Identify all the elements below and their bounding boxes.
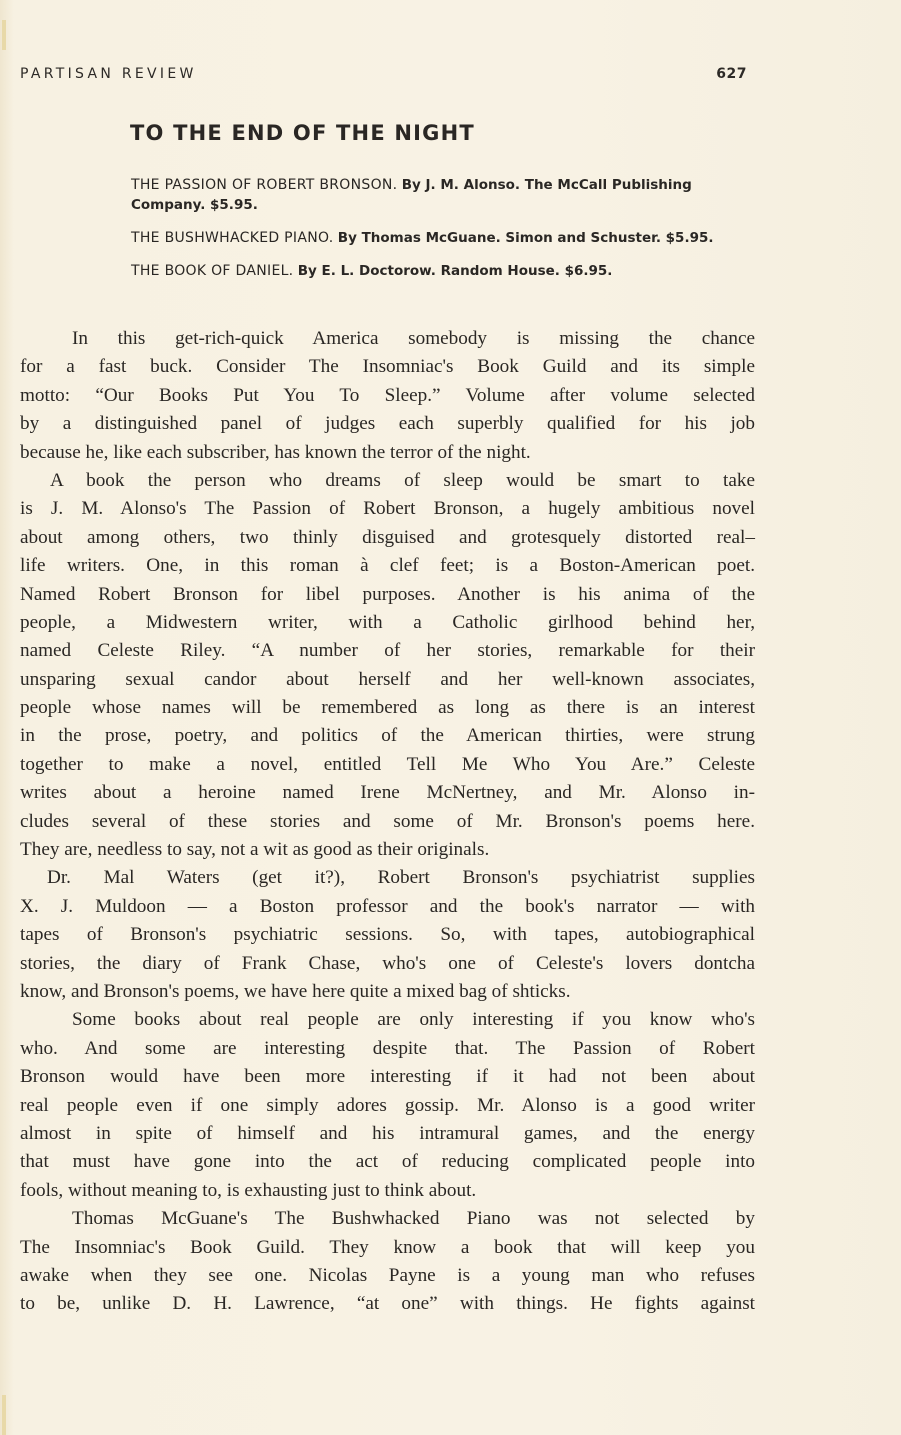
text-line: about among others, two thinly disguised and grotesquely distorted real– xyxy=(20,526,755,548)
text-line: together to make a novel, entitled Tell Me Who You Are.” Celeste xyxy=(20,753,755,775)
text-line: people whose names will be remembered as long as there is an interest xyxy=(20,697,755,719)
text-line: real people even if one simply adores gossip. Mr. Alonso is a good writer xyxy=(20,1094,755,1116)
text-line: Thomas McGuane's The Bushwhacked Piano was not selected by xyxy=(72,1208,755,1230)
text-line: because he, like each subscriber, has known the terror of the night. xyxy=(20,441,531,463)
spine-mark xyxy=(2,20,6,50)
text-line: tapes of Bronson's psychiatric sessions. So, with tapes, autobiographical xyxy=(20,924,755,946)
text-line: who. And some are interesting despite that. The Passion of Robert xyxy=(20,1037,755,1059)
page-number: 627 xyxy=(716,66,747,82)
text-line: named Celeste Riley. “A number of her stories, remarkable for their xyxy=(20,640,755,662)
book-title: THE BOOK OF DANIEL. xyxy=(131,263,294,279)
book-title: THE BUSHWHACKED PIANO. xyxy=(131,230,334,246)
book-list xyxy=(131,175,753,294)
text-line: They are, needless to say, not a wit as good as their originals. xyxy=(20,839,490,861)
text-line: know, and Bronson's poems, we have here quite a mixed bag of shticks. xyxy=(20,980,571,1002)
book-details: By J. M. Alonso. The McCall Publishing Company. $5.95. xyxy=(131,177,692,213)
text-line: awake when they see one. Nicolas Payne is a young man who refuses xyxy=(20,1264,755,1286)
journal-name: PARTISAN REVIEW xyxy=(20,66,197,82)
text-line: that must have gone into the act of reducing complicated people into xyxy=(20,1151,755,1173)
text-line: stories, the diary of Frank Chase, who's one of Celeste's lovers dontcha xyxy=(20,952,755,974)
text-line: fools, without meaning to, is exhausting just to think about. xyxy=(20,1179,477,1201)
text-line: writes about a heroine named Irene McNertney, and Mr. Alonso in- xyxy=(20,782,755,804)
text-line: life writers. One, in this roman à clef feet; is a Boston-American poet. xyxy=(20,555,755,577)
text-line: X. J. Muldoon — a Boston professor and the book's narrator — with xyxy=(20,895,755,917)
text-line: motto: “Our Books Put You To Sleep.” Volume after volume selected xyxy=(20,384,755,406)
text-line: The Insomniac's Book Guild. They know a book that will keep you xyxy=(20,1236,755,1258)
text-line: Named Robert Bronson for libel purposes. Another is his anima of the xyxy=(20,583,755,605)
text-line: Dr. Mal Waters (get it?), Robert Bronson's psychiatrist supplies xyxy=(47,867,755,889)
text-line: people, a Midwestern writer, with a Catholic girlhood behind her, xyxy=(20,611,755,633)
book-entry xyxy=(131,261,753,281)
text-line: Some books about real people are only interesting if you know who's xyxy=(72,1009,755,1031)
spine-mark xyxy=(2,1395,6,1435)
text-line: A book the person who dreams of sleep would be smart to take xyxy=(50,469,755,491)
text-line: for a fast buck. Consider The Insomniac's Book Guild and its simple xyxy=(20,356,755,378)
review-body xyxy=(20,325,755,1319)
book-entry xyxy=(131,175,753,215)
text-line: to be, unlike D. H. Lawrence, “at one” with things. He fights against xyxy=(20,1293,755,1315)
text-line: in the prose, poetry, and politics of the American thirties, were strung xyxy=(20,725,755,747)
text-line: is J. M. Alonso's The Passion of Robert Bronson, a hugely ambitious novel xyxy=(20,498,755,520)
book-entry xyxy=(131,228,753,248)
section-title: TO THE END OF THE NIGHT xyxy=(130,121,475,145)
running-head xyxy=(20,66,747,86)
text-line: almost in spite of himself and his intramural games, and the energy xyxy=(20,1122,755,1144)
text-line: by a distinguished panel of judges each superbly qualified for his job xyxy=(20,413,755,435)
book-details: By E. L. Doctorow. Random House. $6.95. xyxy=(297,263,613,279)
text-line: cludes several of these stories and some of Mr. Bronson's poems here. xyxy=(20,810,755,832)
book-title: THE PASSION OF ROBERT BRONSON. xyxy=(131,177,398,193)
text-line: In this get-rich-quick America somebody is missing the chance xyxy=(72,328,755,349)
text-line: Bronson would have been more interesting if it had not been about xyxy=(20,1066,755,1088)
book-details: By Thomas McGuane. Simon and Schuster. $5.95. xyxy=(337,230,714,246)
text-line: unsparing sexual candor about herself and her well-known associates, xyxy=(20,668,755,690)
